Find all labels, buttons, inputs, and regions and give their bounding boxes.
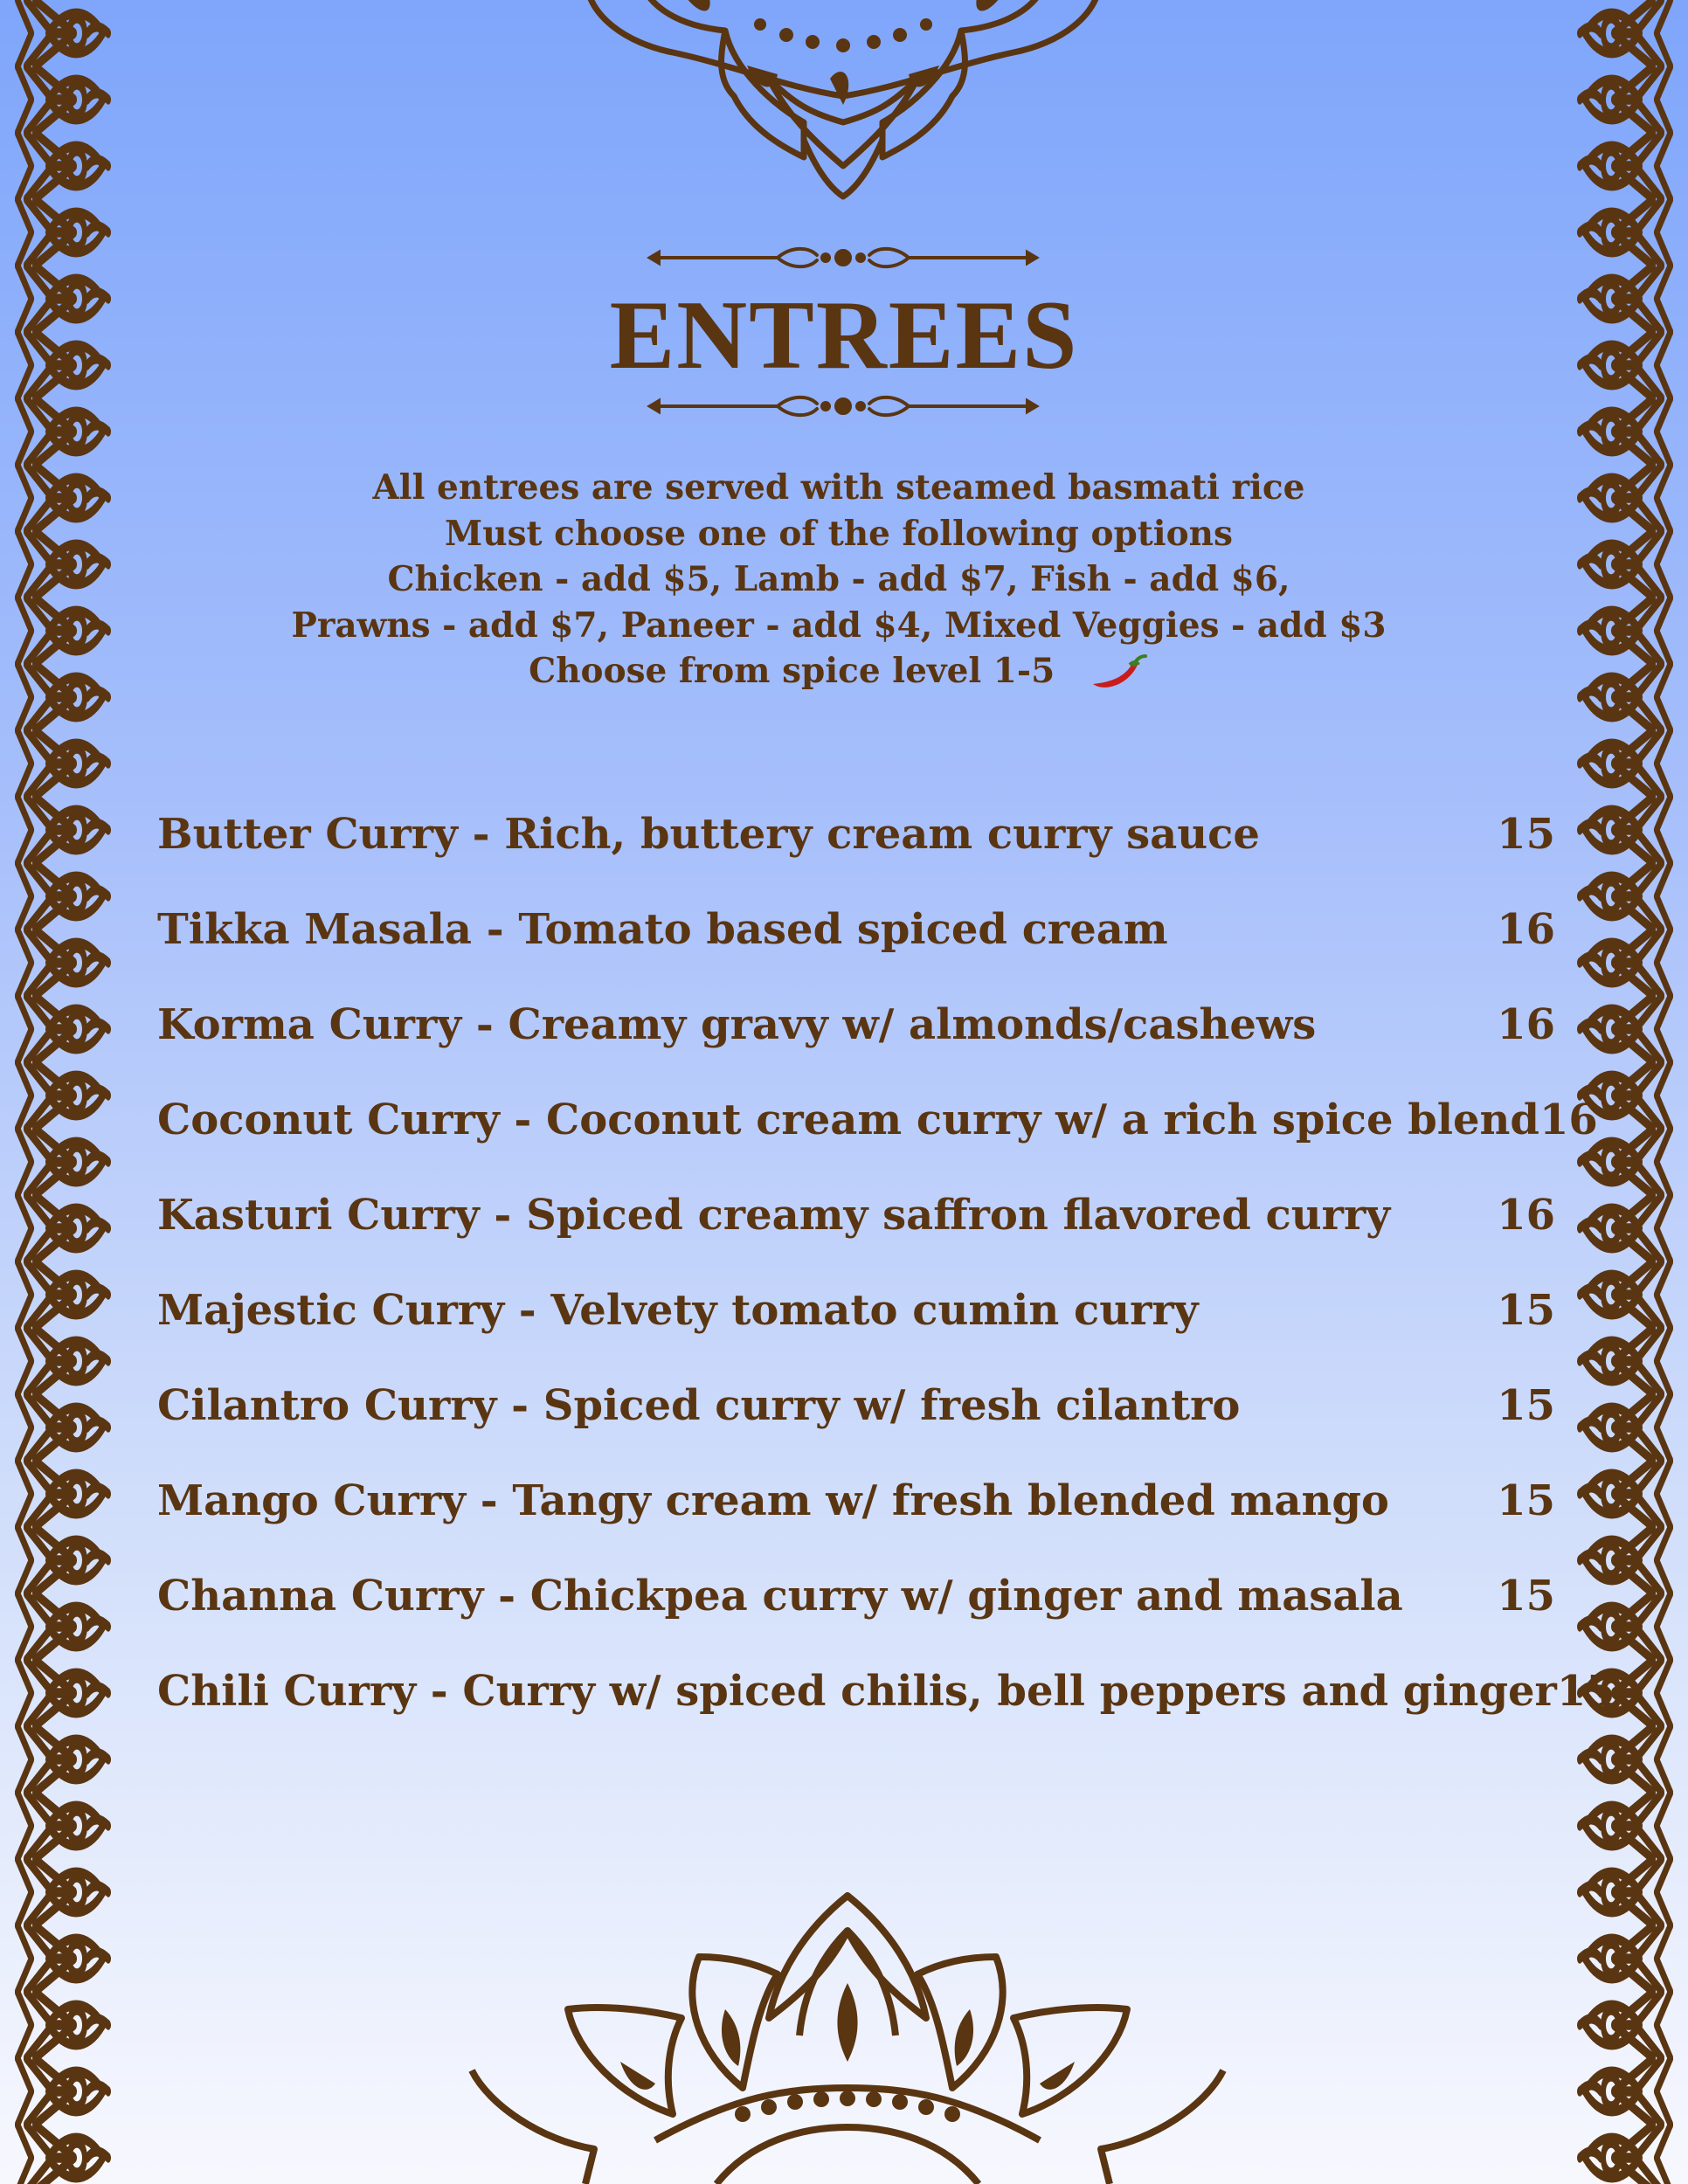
menu-item-price: 15 <box>1497 1380 1555 1430</box>
menu-item <box>157 786 1555 881</box>
page-title: ENTREES <box>609 281 1079 390</box>
menu-item-name: Channa Curry - Chickpea curry w/ ginger and masala <box>157 1571 1403 1621</box>
menu-item-price: 16 <box>1497 999 1555 1049</box>
menu-item <box>157 1548 1555 1643</box>
flourish-bottom-icon <box>647 393 1040 419</box>
chili-pepper-icon <box>1088 654 1149 693</box>
menu-item <box>157 1167 1555 1262</box>
menu-item-name: Kasturi Curry - Spiced creamy saffron flavored curry <box>157 1190 1391 1240</box>
menu-item-price: 15 <box>1556 1666 1615 1716</box>
menu-item-price: 15 <box>1497 809 1555 859</box>
menu-item-price: 16 <box>1497 904 1555 954</box>
menu-item-price: 16 <box>1497 1190 1555 1240</box>
menu-item-name: Majestic Curry - Velvety tomato cumin curry <box>157 1285 1199 1335</box>
intro-line: Chicken - add $5, Lamb - add $7, Fish - add $6, <box>387 559 1290 599</box>
mandala-top-icon <box>524 0 1162 210</box>
menu-item <box>157 881 1555 977</box>
menu-item <box>157 977 1555 1072</box>
intro-line: Prawns - add $7, Paneer - add $4, Mixed Veggies - add $3 <box>291 605 1387 646</box>
menu-item-price: 15 <box>1497 1285 1555 1335</box>
intro-line: All entrees are served with steamed basmati rice <box>372 467 1305 508</box>
menu-item-price: 16 <box>1539 1095 1598 1144</box>
menu-item-name: Chili Curry - Curry w/ spiced chilis, bell peppers and ginger <box>157 1666 1557 1716</box>
menu-item <box>157 1643 1615 1738</box>
menu-item-name: Butter Curry - Rich, buttery cream curry sauce <box>157 809 1260 859</box>
menu-item-name: Tikka Masala - Tomato based spiced cream <box>157 904 1168 954</box>
menu-item <box>157 1072 1598 1167</box>
menu-item-name: Coconut Curry - Coconut cream curry w/ a rich spice blend <box>157 1095 1539 1144</box>
spice-level-text: Choose from spice level 1-5 <box>529 651 1055 691</box>
menu-item-name: Mango Curry - Tangy cream w/ fresh blended mango <box>157 1476 1389 1525</box>
menu-item-price: 15 <box>1497 1571 1555 1621</box>
flourish-top-icon <box>647 245 1040 271</box>
menu-item-price: 15 <box>1497 1476 1555 1525</box>
intro-line: Must choose one of the following options <box>445 513 1233 554</box>
menu-item <box>157 1262 1555 1358</box>
menu-item <box>157 1453 1555 1548</box>
menu-item <box>157 1358 1555 1453</box>
intro-notes <box>262 465 1415 695</box>
menu-item-name: Korma Curry - Creamy gravy w/ almonds/cashews <box>157 999 1317 1049</box>
mandala-bottom-icon <box>367 1878 1328 2184</box>
intro-line-spice <box>262 648 1415 695</box>
entree-list <box>157 786 1615 1738</box>
menu-item-name: Cilantro Curry - Spiced curry w/ fresh cilantro <box>157 1380 1241 1430</box>
